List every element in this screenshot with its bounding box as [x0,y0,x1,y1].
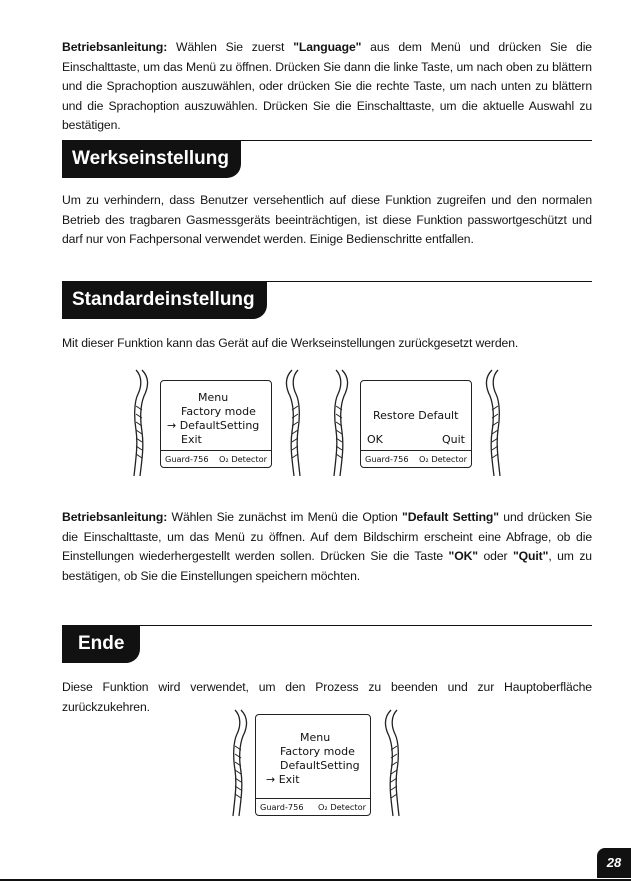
instruction-text: oder [478,549,513,563]
instruction-label: Betriebsanleitung: [62,510,168,524]
ok-option: OK [367,433,383,446]
menu-item-exit: → Exit [266,773,300,786]
device-screen [360,380,472,468]
key-ok: "OK" [448,549,478,563]
menu-title: Menu [198,391,229,404]
key-default-setting: "Default Setting" [402,510,499,524]
section-heading: Werkseinstellung [62,140,241,178]
restore-title: Restore Default [373,409,459,422]
page-number: 28 [597,848,631,878]
quit-option: Quit [442,433,465,446]
key-quit: "Quit" [512,549,549,563]
instruction-text: und drücken Sie die Einschalttaste, um das Menü zu öffnen. Auf dem Bildschirm erscheint eine Abfrage, ob die Einstellungen wiederhergestellt werden sollen. Drücken Sie die Taste [62,510,593,563]
instruction-text: Wählen Sie zunächst im Menü die Option [167,510,403,524]
menu-title: Menu [300,731,331,744]
heading-factory-setting [62,140,592,180]
heading-default-setting [62,281,592,321]
default-setting-instruction [62,508,592,586]
end-body: Diese Funktion wird verwendet, um den Prozess zu beenden und zur Hauptoberfläche zurückzukehren. [62,680,592,714]
instruction-text: Wählen Sie zuerst [167,40,294,54]
heading-rule [62,625,592,626]
device-illustration-restore [328,366,506,480]
instruction-text: aus dem Menü und drücken Sie die Einschalttaste, um das Menü zu öffnen. Drücken Sie dann die linke Taste, um nach oben zu blättern und die Sprachoption auszuwählen, oder drücken Sie die rechte Taste, um nach unten zu blättern und die Sprachoption auszuwählen. Drücken Sie die Einschalttaste, um die aktuelle Auswahl zu bestätigen. [62,40,592,132]
key-language: "Language" [293,40,362,54]
instruction-text: , um zu bestätigen, ob Sie die Einstellungen speichern möchten. [62,549,592,583]
menu-item-factory-mode: Factory mode [181,405,256,418]
status-bar [161,450,271,467]
device-illustration-menu [128,366,306,480]
instruction-label: Betriebsanleitung: [62,40,168,54]
footer-rule [0,879,631,881]
detector-type: O₂ Detector [418,454,467,464]
section-heading: Ende [62,625,140,663]
device-screen [255,714,371,816]
detector-type: O₂ Detector [218,454,267,464]
detector-type: O₂ Detector [317,802,366,812]
device-model: Guard-756 [365,454,409,464]
status-bar [361,450,471,467]
language-instruction [62,38,592,136]
section-heading: Standardeinstellung [62,281,267,319]
device-illustration-exit [227,706,405,820]
menu-item-factory-mode: Factory mode [280,745,355,758]
device-model: Guard-756 [165,454,209,464]
default-setting-intro: Mit dieser Funktion kann das Gerät auf die Werkseinstellungen zurückgesetzt werden. [62,336,519,350]
factory-setting-body: Um zu verhindern, dass Benutzer versehentlich auf diese Funktion zugreifen und den normalen Betrieb des tragbaren Gasmessgeräts beeinträchtigen, ist diese Funktion passwortgeschützt und darf nur von Fachpersonal verwendet werden. Einige Bedienschritte entfallen. [62,193,592,246]
heading-end [62,625,592,665]
status-bar [256,798,370,815]
menu-item-default-setting: → DefaultSetting [167,419,260,432]
menu-item-default-setting: DefaultSetting [280,759,360,772]
device-screen [160,380,272,468]
menu-item-exit: Exit [181,433,202,446]
device-model: Guard-756 [260,802,304,812]
